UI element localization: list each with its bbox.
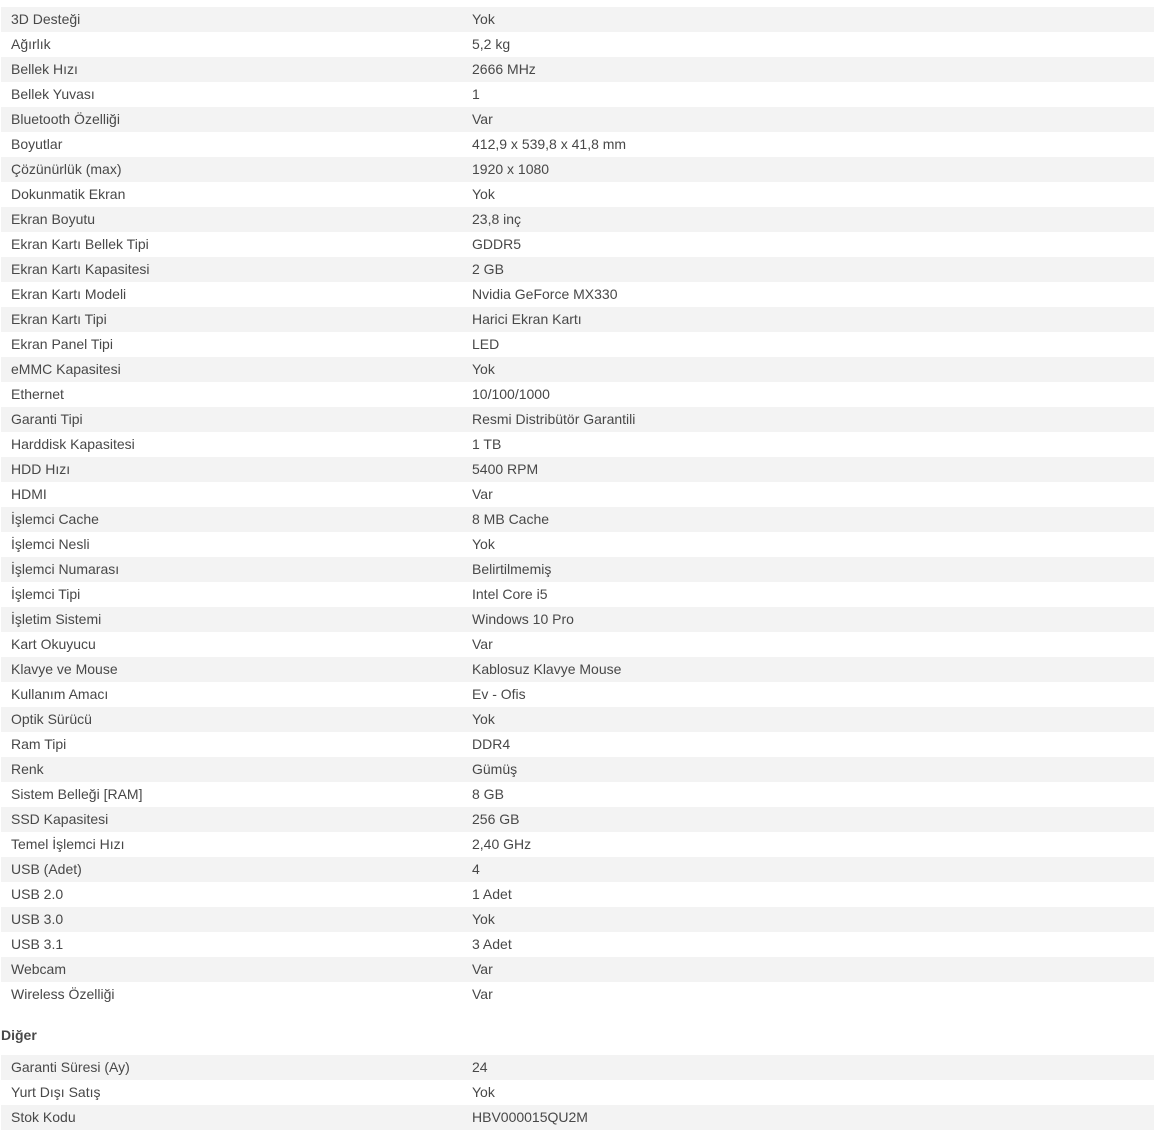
spec-key: Temel İşlemci Hızı [1,832,472,857]
spec-row [1,207,1154,232]
spec-value: 5400 RPM [472,457,1154,482]
spec-value: Harici Ekran Kartı [472,307,1154,332]
spec-value: 2666 MHz [472,57,1154,82]
spec-key: Dokunmatik Ekran [1,182,472,207]
spec-row [1,907,1154,932]
spec-key: Sistem Belleği [RAM] [1,782,472,807]
spec-row [1,232,1154,257]
section-title-text: Diğer [1,1027,37,1043]
spec-key: İşlemci Numarası [1,557,472,582]
spec-key: Optik Sürücü [1,707,472,732]
spec-key: Ethernet [1,382,472,407]
spec-key: Ekran Kartı Tipi [1,307,472,332]
spec-row [1,1080,1154,1105]
spec-row [1,432,1154,457]
spec-value: 2 GB [472,257,1154,282]
spec-value: Var [472,482,1154,507]
spec-table-body [1,7,1154,1007]
spec-table-body [1,1055,1154,1130]
spec-key: USB 3.0 [1,907,472,932]
spec-table-other [1,1055,1154,1130]
spec-row [1,307,1154,332]
spec-row [1,182,1154,207]
spec-value: 256 GB [472,807,1154,832]
spec-value: Var [472,107,1154,132]
spec-row [1,407,1154,432]
spec-value: 1 [472,82,1154,107]
spec-value: Intel Core i5 [472,582,1154,607]
spec-key: USB (Adet) [1,857,472,882]
spec-key: Boyutlar [1,132,472,157]
spec-key: HDMI [1,482,472,507]
spec-value: 1 Adet [472,882,1154,907]
spec-row [1,732,1154,757]
spec-row [1,582,1154,607]
spec-row [1,482,1154,507]
spec-key: Ekran Boyutu [1,207,472,232]
spec-row [1,507,1154,532]
spec-row [1,1105,1154,1130]
spec-value: GDDR5 [472,232,1154,257]
spec-row [1,82,1154,107]
spec-value: 24 [472,1055,1154,1080]
spec-row [1,857,1154,882]
spec-value: Kablosuz Klavye Mouse [472,657,1154,682]
spec-value: Yok [472,7,1154,32]
spec-value: Var [472,982,1154,1007]
spec-value: Resmi Distribütör Garantili [472,407,1154,432]
spec-value: 23,8 inç [472,207,1154,232]
spec-row [1,782,1154,807]
spec-row [1,682,1154,707]
spec-value: 4 [472,857,1154,882]
spec-value: Yok [472,707,1154,732]
spec-key: İşlemci Tipi [1,582,472,607]
spec-value: 3 Adet [472,932,1154,957]
spec-key: eMMC Kapasitesi [1,357,472,382]
spec-row [1,382,1154,407]
spec-row [1,807,1154,832]
spec-key: Çözünürlük (max) [1,157,472,182]
spec-row [1,157,1154,182]
spec-key: Bluetooth Özelliği [1,107,472,132]
spec-value: Yok [472,182,1154,207]
spec-value: Nvidia GeForce MX330 [472,282,1154,307]
spec-table-main [1,7,1154,1007]
spec-row [1,457,1154,482]
spec-value: 1920 x 1080 [472,157,1154,182]
spec-key: Kart Okuyucu [1,632,472,657]
spec-value: 1 TB [472,432,1154,457]
spec-row [1,32,1154,57]
spec-key: Bellek Hızı [1,57,472,82]
spec-key: Garanti Süresi (Ay) [1,1055,472,1080]
spec-row [1,657,1154,682]
spec-key: İşlemci Cache [1,507,472,532]
section-title-other [1,1007,1162,1055]
spec-row [1,7,1154,32]
spec-row [1,532,1154,557]
spec-row [1,132,1154,157]
spec-key: USB 2.0 [1,882,472,907]
spec-value: Var [472,632,1154,657]
spec-row [1,707,1154,732]
spec-value: 412,9 x 539,8 x 41,8 mm [472,132,1154,157]
spec-key: İşlemci Nesli [1,532,472,557]
spec-key: Klavye ve Mouse [1,657,472,682]
spec-key: Ekran Kartı Bellek Tipi [1,232,472,257]
spec-key: Ekran Kartı Kapasitesi [1,257,472,282]
spec-value: HBV000015QU2M [472,1105,1154,1130]
spec-key: Wireless Özelliği [1,982,472,1007]
spec-row [1,57,1154,82]
spec-key: Webcam [1,957,472,982]
spec-value: Belirtilmemiş [472,557,1154,582]
spec-value: 10/100/1000 [472,382,1154,407]
spec-row [1,332,1154,357]
spec-row [1,957,1154,982]
spec-key: Ekran Panel Tipi [1,332,472,357]
spec-row [1,632,1154,657]
spec-value: Yok [472,532,1154,557]
spec-key: Bellek Yuvası [1,82,472,107]
spec-key: SSD Kapasitesi [1,807,472,832]
spec-row [1,1055,1154,1080]
spec-row [1,932,1154,957]
spec-row [1,557,1154,582]
spec-key: İşletim Sistemi [1,607,472,632]
spec-row [1,832,1154,857]
spec-row [1,882,1154,907]
spec-key: HDD Hızı [1,457,472,482]
spec-value: 5,2 kg [472,32,1154,57]
spec-value: Var [472,957,1154,982]
spec-value: 2,40 GHz [472,832,1154,857]
spec-row [1,607,1154,632]
spec-value: 8 MB Cache [472,507,1154,532]
spec-value: DDR4 [472,732,1154,757]
spec-row [1,982,1154,1007]
spec-row [1,357,1154,382]
spec-key: Ekran Kartı Modeli [1,282,472,307]
spec-key: Garanti Tipi [1,407,472,432]
spec-value: Ev - Ofis [472,682,1154,707]
spec-value: LED [472,332,1154,357]
spec-value: Gümüş [472,757,1154,782]
spec-row [1,757,1154,782]
spec-key: Yurt Dışı Satış [1,1080,472,1105]
spec-key: Kullanım Amacı [1,682,472,707]
spec-row [1,107,1154,132]
spec-key: Harddisk Kapasitesi [1,432,472,457]
spec-row [1,257,1154,282]
spec-value: Yok [472,1080,1154,1105]
spec-key: Ağırlık [1,32,472,57]
spec-key: 3D Desteği [1,7,472,32]
spec-value: 8 GB [472,782,1154,807]
spec-value: Yok [472,907,1154,932]
spec-key: Ram Tipi [1,732,472,757]
spec-key: USB 3.1 [1,932,472,957]
spec-value: Yok [472,357,1154,382]
spec-row [1,282,1154,307]
spec-value: Windows 10 Pro [472,607,1154,632]
spec-key: Stok Kodu [1,1105,472,1130]
spec-key: Renk [1,757,472,782]
